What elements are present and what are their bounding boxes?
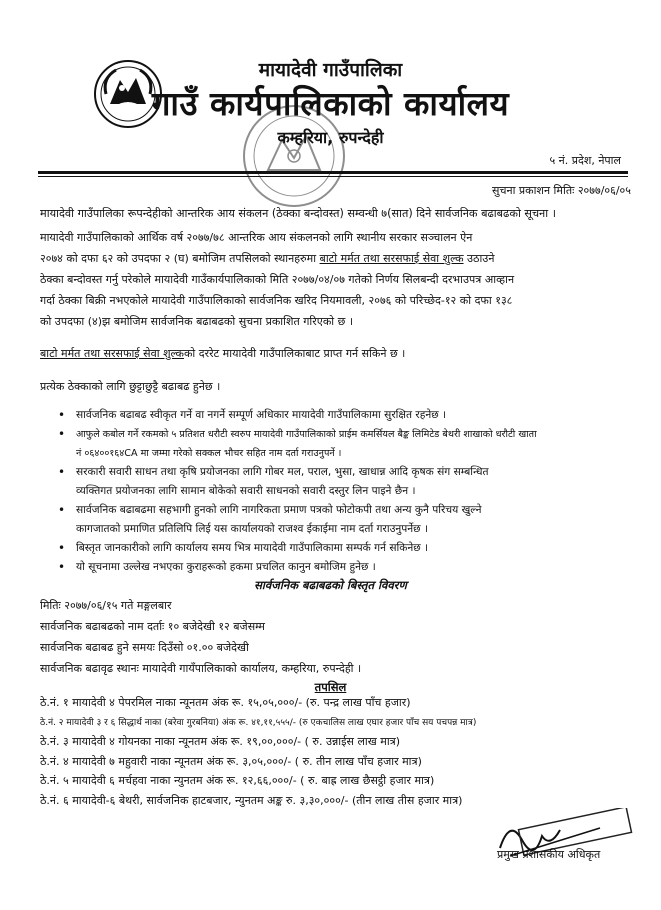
schedule-heading: तपसिल [314,680,347,694]
list-item: • सार्वजनिक बढाबढ स्वीकृत गर्ने वा नगर्ने सम्पूर्ण अधिकार मायादेवी गाउँपालिकामा सुरक्षित रहनेछ । [58,406,638,425]
details-heading: सार्वजनिक बढाबढको बिस्तृत विवरण [254,578,407,592]
list-item: • आफुले कबोल गर्ने रकमको ५ प्रतिशत धरौटी स्वरुप मायादेवी गाउँपालिकाको प्राईम कमर्सियल बैङ्क लिमिटेड बेथरी शाखाको धरौटी खाता नं ०६४००१६४CA मा जम्मा गरेको सक्कल भौचर सहित नाम दर्ता गराउनुपर्ने । [58,425,638,463]
auction-details [40,598,361,682]
publication-date: सुचना प्रकाशन मितिः २०७७/०६/०५ [492,184,631,197]
paragraph-line: को उपदफा (४)झ बमोजिम सार्वजनिक बढाबढको सुचना प्रकाशित गरिएको छ । [40,315,354,328]
service-fee-underlined: बाटो मर्मत तथा सरसफाई सेवा शुल्क [319,252,464,265]
paragraph-line: २०७४ को दफा ६२ को उपदफा २ (घ) बमोजिम तपसिलको स्थानहरुमा बाटो मर्मत तथा सरसफाई सेवा शुल्क उठाउने [40,252,495,265]
office-name: गाउँ कार्यपालिकाको कार्यालय [151,84,510,123]
contract-row: ठे.नं. २ मायादेवी ३ र ६ सिद्धार्थ नाका (बरेवा गुरबनिया) अंक रू. ४१,११,५५५/- (रु एकचालिस लाख एघार हजार पाँच सय पचपन्न मात्र) [40,717,477,728]
header-rule [38,171,628,174]
paragraph-line: ठेक्का बन्दोवस्त गर्नु परेकोले मायादेवी गाउँकार्यपालिकाको मिति २०७७/०४/०७ गतेको निर्णय सिलबन्दी दरभाउपत्र आव्हान [40,273,515,286]
contract-schedule [40,695,476,812]
list-item: • सार्वजनिक बढाबढमा सहभागी हुनको लागि नागरिकता प्रमाण पत्रको फोटोकपी तथा अन्य कुनै परिचय खुल्ने कागजातको प्रमाणित प्रतिलिपि लिई यस कार्यालयको राजश्व ईकाईमा नाम दर्ता गराउनुपर्नेछ । [58,501,638,539]
paragraph-line: गर्दा ठेक्का बिक्री नभएकोले मायादेवी गाउँपालिकाको सार्वजनिक खरिद नियमावली, २०७६ को परिच्छेद-१२ को दफा १३८ [40,294,513,307]
contract-row: ठे.नं. ५ मायादेवी ६ मर्चहवा नाका न्युनतम अंक रू. १२,६६,०००/- ( रु. बाह्र लाख छैसट्ठी हजार मात्र) [40,774,435,787]
paragraph-line: मायादेवी गाउँपालिकाको आर्थिक वर्ष २०७७/७८ आन्तरिक आय संकलनको लागि स्थानीय सरकार सञ्चालन ऐन [40,231,473,244]
header-rule-thin [38,176,628,177]
list-item: • बिस्तृत जानकारीको लागि कार्यालय समय भित्र मायादेवी गाउँपालिकामा सम्पर्क गर्न सकिनेछ । [58,539,638,558]
detail-venue: सार्वजनिक बढावृढ स्थानः मायादेवी गायँपालिकाको कार्यालय, कम्हरिया, रुपन्देही । [40,662,362,675]
separate-auction-line: प्रत्येक ठेक्काको लागि छुट्टाछुट्टै बढाबढ हुनेछ । [40,380,221,393]
contract-row: ठे.नं. ६ मायादेवी-६ बेथरी, सार्वजनिक हाटबजार, न्युनतम अङ्क रु. ३,३०,०००/- (तीन लाख तीस हजार मात्र) [40,793,463,807]
contract-row: ठे.नं. ४ मायादेवी ७ महुवारी नाका न्यूनतम अंक रू. ३,०५,०००/- ( रु. तीन लाख पाँच हजार मात्र) [40,754,422,768]
detail-registration: सार्वजनिक बढाबढको नाम दर्ताः १० बजेदेखी १२ बजेसम्म [40,620,266,633]
intro-paragraph [40,227,640,332]
contract-row: ठे.नं. ३ मायादेवी ४ गोयनका नाका न्यूनतम अंक रू. १९,००,०००/- ( रु. उन्नाईस लाख मात्र) [40,735,401,748]
notice-subject: मायादेवी गाउँपालिका रूपन्देहीको आन्तरिक आय संकलन (ठेक्का बन्दोवस्त) सम्वन्धी ७(सात) दिने सार्वजनिक बढाबढको सूचना । [40,207,556,220]
detail-date: मितिः २०७७/०६/१५ गते मङ्गलबार [40,599,172,612]
contract-row: ठे.नं. १ मायादेवी ४ पेपरमिल नाका न्यूनतम अंक रू. १५,०५,०००/- (रु. पन्द्र लाख पाँच हजार) [40,696,411,709]
list-item: • यो सूचनामा उल्लेख नभएका कुराहरूको हकमा प्रचलित कानुन बमोजिम हुनेछ । [58,558,638,577]
conditions-list [58,406,638,577]
org-name: मायादेवी गाउँपालिका [258,59,403,81]
list-item: • सरकारी सवारी साधन तथा कृषि प्रयोजनका लागि गोबर मल, पराल, भुसा, खाधान्न आदि कृषक संग सम्बन्धित व्यक्तिगत प्रयोजनका लागि सामान बोकेको सवारी साधनको सवारी दस्तुर लिन पाइने छैन । [58,463,638,501]
province-label: ५ नं. प्रदेश, नेपाल [549,154,621,167]
signature-icon [480,808,640,878]
detail-time: सार्वजनिक बढाबढ हुने समयः दिउँसो ०१.०० बजेदेखी [40,641,249,654]
office-address: कम्हरिया, रुपन्देही [277,128,384,147]
rate-paragraph: बाटो मर्मत तथा सरसफाई सेवा शुल्कको दररेट मायादेवी गाउँपालिकाबाट प्राप्त गर्न सकिने छ । [40,347,406,360]
signatory-title: प्रमुख प्रशासकीय अधिकृत [497,848,601,861]
